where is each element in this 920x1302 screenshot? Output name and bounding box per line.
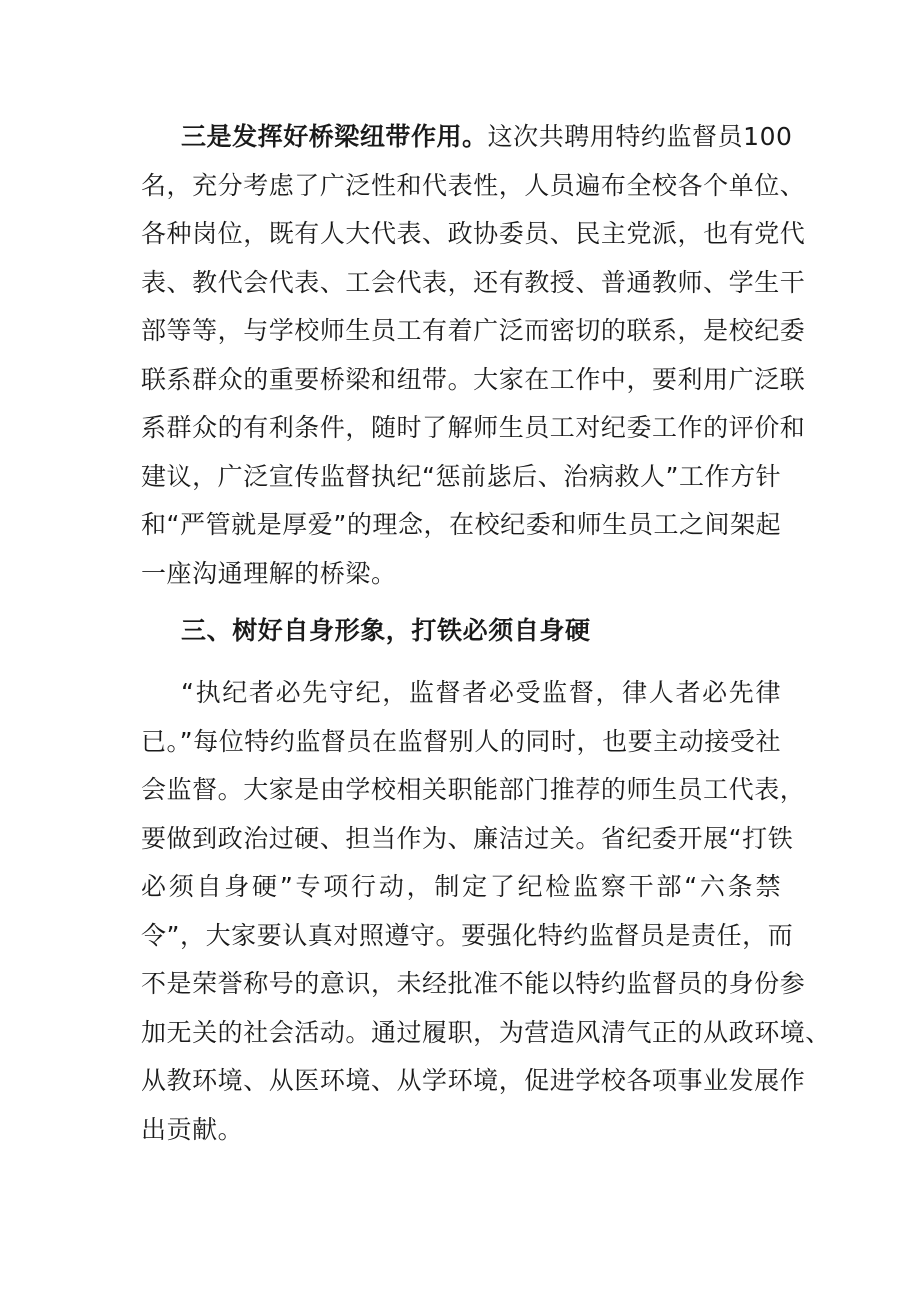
paragraph-line: 出贡献。 bbox=[141, 1114, 244, 1144]
paragraph-lead: 三是发挥好桥梁纽带作用。 bbox=[181, 122, 488, 151]
paragraph-line: 要做到政治过硬、担当作为、廉洁过关。省纪委开展“打铁 bbox=[141, 823, 794, 853]
paragraph-line: 表、教代会代表、工会代表，还有教授、普通教师、学生干 bbox=[141, 267, 806, 297]
paragraph-line: 必须自身硬”专项行动，制定了纪检监察干部“六条禁 bbox=[141, 872, 781, 901]
paragraph-bridge-role bbox=[141, 113, 806, 598]
paragraph-line: 不是荣誉称号的意识，未经批准不能以特约监督员的身份参 bbox=[141, 969, 806, 998]
paragraph-line-text: 这次共聘用特约监督员100 bbox=[487, 122, 793, 151]
section-heading: 三、树好自身形象，打铁必须自身硬 bbox=[181, 616, 591, 645]
paragraph-line: 联系群众的重要桥梁和纽带。大家在工作中，要利用广泛联 bbox=[141, 364, 806, 394]
paragraph-self-discipline bbox=[141, 669, 831, 1154]
paragraph-line: 已。”每位特约监督员在监督别人的同时，也要主动接受社 bbox=[141, 726, 781, 756]
paragraph-line: 令”，大家要认真对照遵守。要强化特约监督员是责任，而 bbox=[141, 920, 794, 950]
paragraph-line: “执纪者必先守纪，监督者必受监督，律人者必先律 bbox=[181, 678, 781, 707]
paragraph-line bbox=[141, 113, 793, 162]
paragraph-line: 会监督。大家是由学校相关职能部门推荐的师生员工代表， bbox=[141, 775, 806, 804]
paragraph-line: 一座沟通理解的桥梁。 bbox=[141, 558, 397, 588]
paragraph-line: 加无关的社会活动。通过履职，为营造风清气正的从政环境、 bbox=[141, 1017, 831, 1047]
paragraph-line: 从教环境、从医环境、从学环境，促进学校各项事业发展作 bbox=[141, 1066, 806, 1095]
paragraph-line: 和“严管就是厚爱”的理念，在校纪委和师生员工之间架起 bbox=[141, 510, 782, 539]
paragraph-line: 系群众的有利条件，随时了解师生员工对纪委工作的评价和 bbox=[141, 413, 806, 442]
paragraph-line: 部等等，与学校师生员工有着广泛而密切的联系，是校纪委 bbox=[141, 316, 806, 345]
paragraph-line: 各种岗位，既有人大代表、政协委员、民主党派，也有党代 bbox=[141, 219, 806, 248]
paragraph-line: 建议，广泛宣传监督执纪“惩前毖后、治病救人”工作方针 bbox=[141, 461, 782, 491]
paragraph-line: 名，充分考虑了广泛性和代表性，人员遍布全校各个单位、 bbox=[141, 170, 806, 200]
